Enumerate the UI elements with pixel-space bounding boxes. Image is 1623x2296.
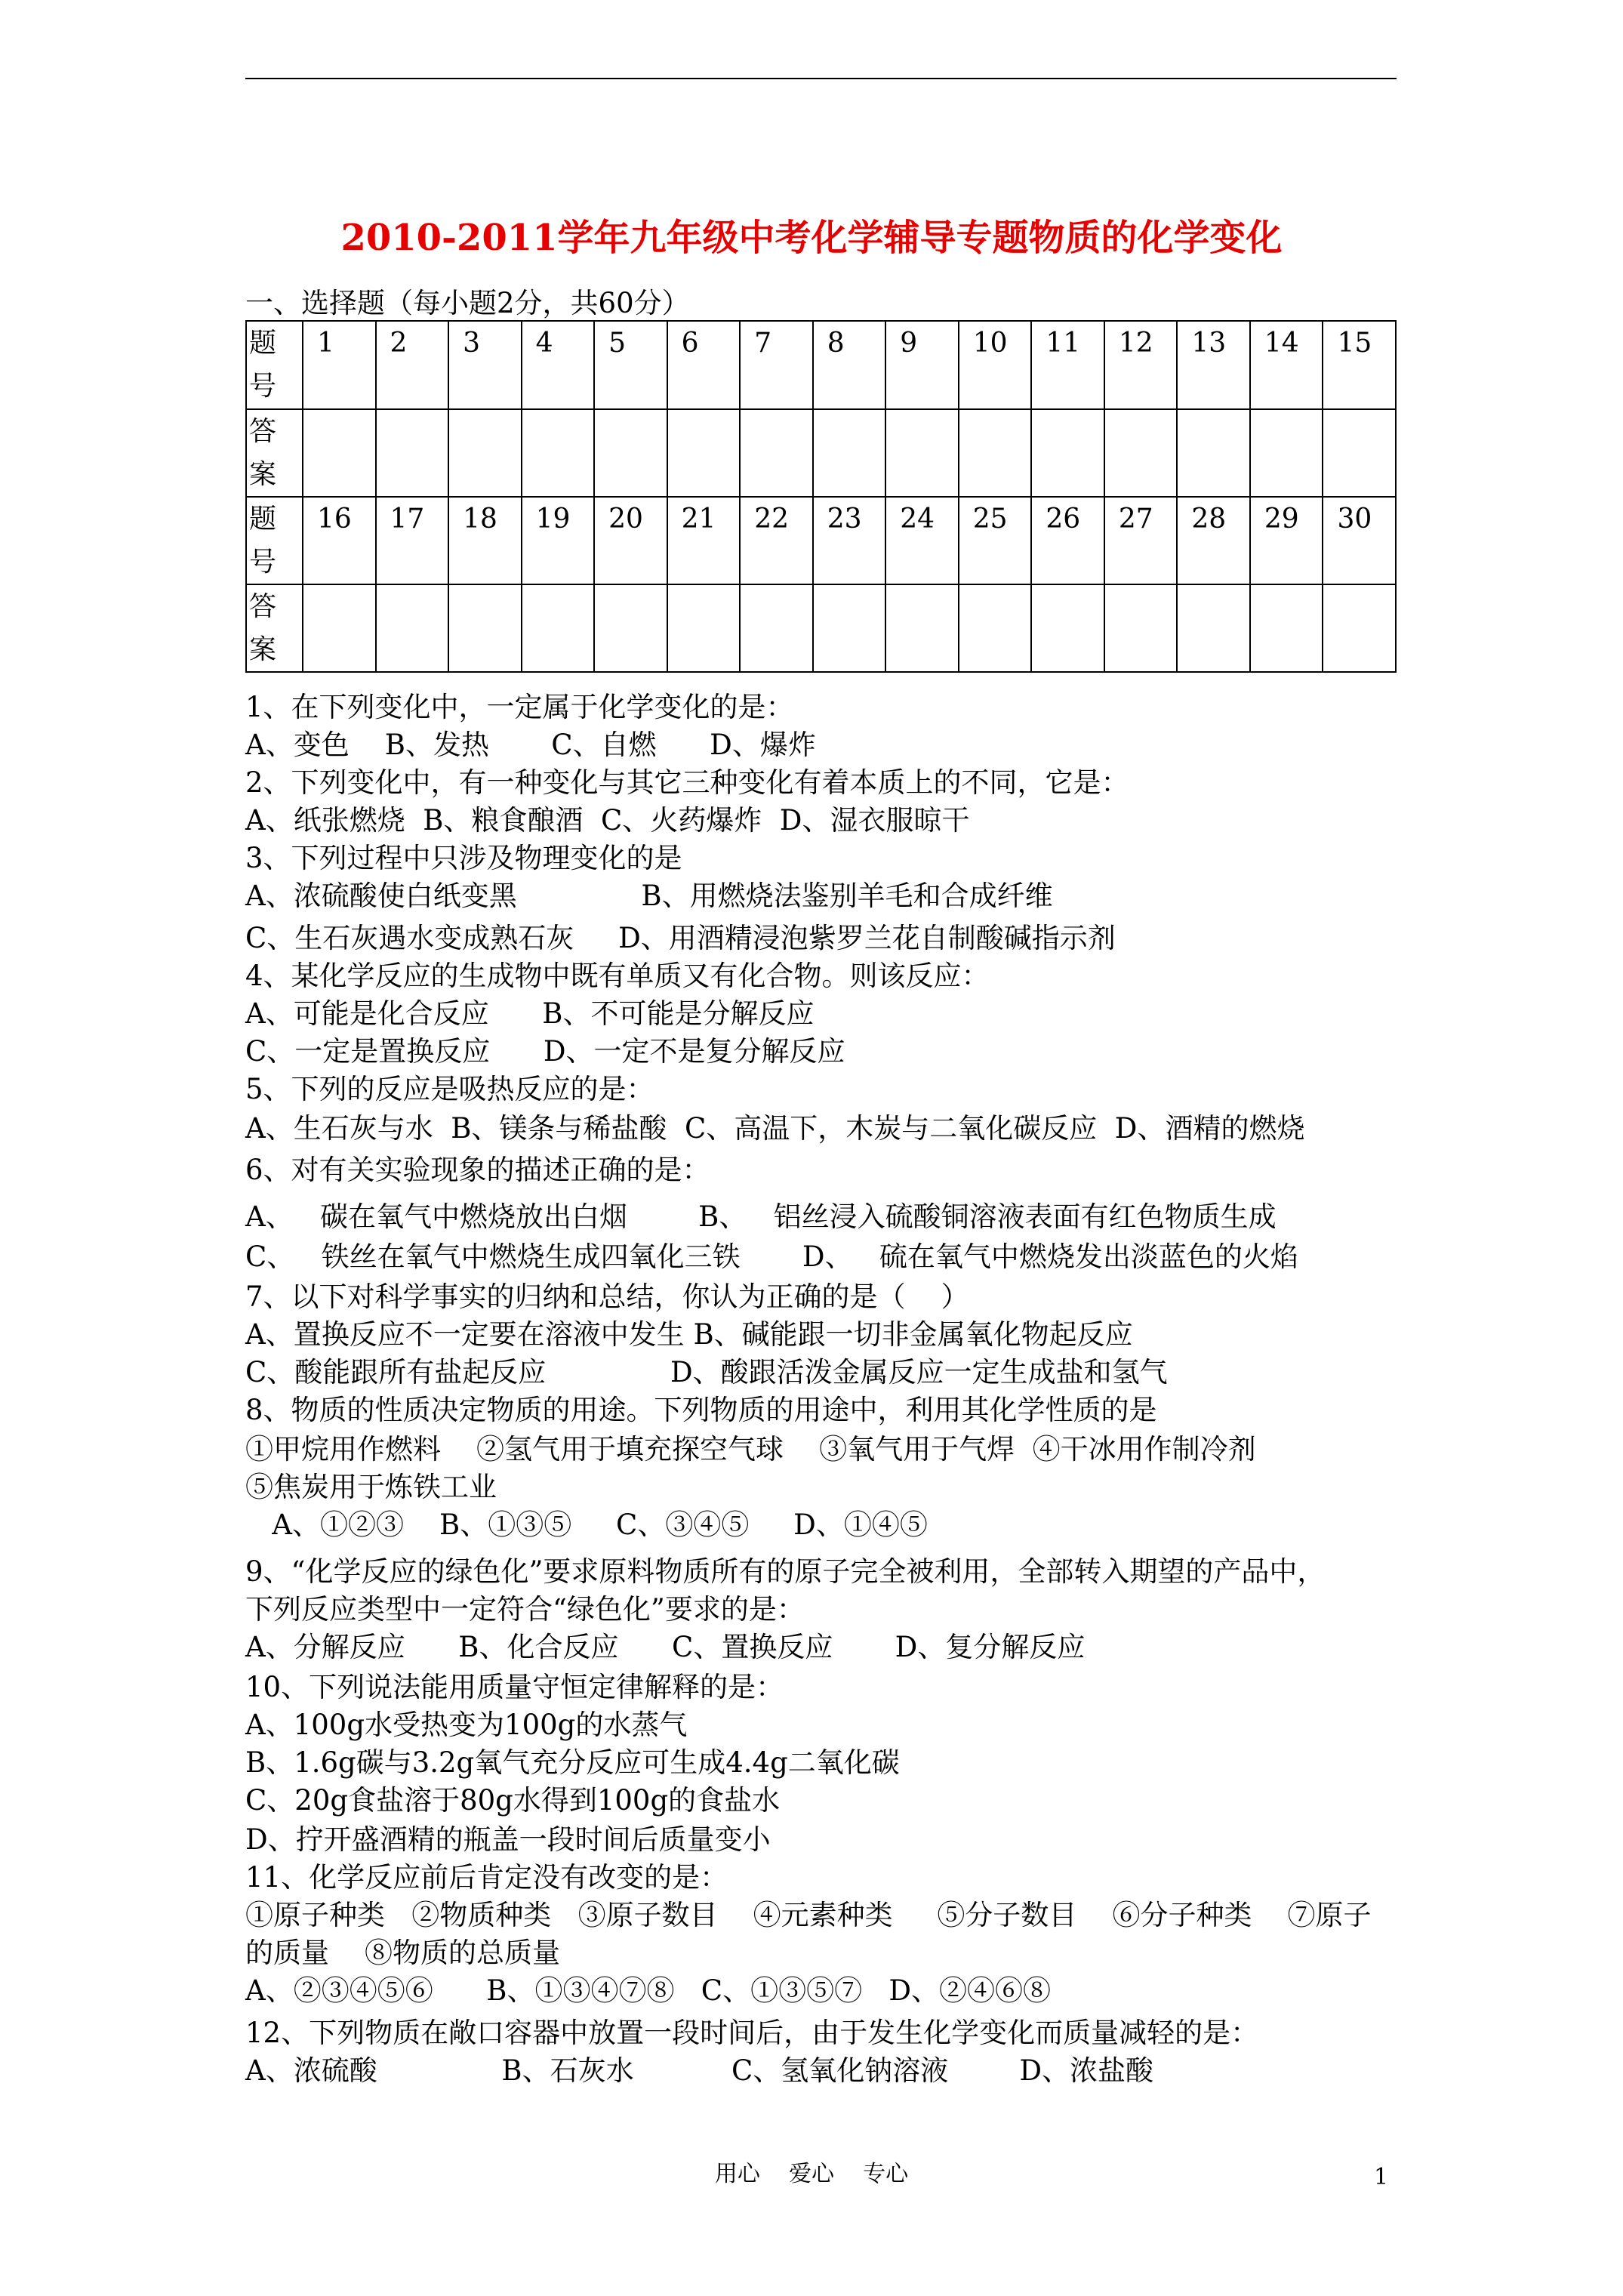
question-line: 6、对有关实验现象的描述正确的是：	[245, 1154, 710, 1186]
question-line: A、浓硫酸使白纸变黑 B、用燃烧法鉴别羊毛和合成纤维	[245, 880, 1053, 912]
question-number-cell: 5	[594, 321, 667, 409]
question-number-cell: 16	[303, 497, 376, 584]
question-number-cell: 30	[1323, 497, 1396, 584]
grid-row	[246, 584, 1396, 672]
answer-cell	[885, 584, 959, 672]
question-line: 5、下列的反应是吸热反应的是：	[245, 1073, 654, 1105]
question-line: 2、下列变化中，有一种变化与其它三种变化有着本质上的不同，它是：	[245, 766, 1129, 799]
answer-cell	[1104, 409, 1178, 497]
answer-cell	[885, 409, 959, 497]
section-heading: 一、选择题（每小题2分，共60分）	[245, 287, 690, 319]
question-number-cell: 8	[813, 321, 886, 409]
answer-cell	[594, 409, 667, 497]
question-line: C、20g食盐溶于80g水得到100g的食盐水	[245, 1784, 781, 1817]
question-number-cell: 18	[448, 497, 522, 584]
question-number-cell: 13	[1177, 321, 1250, 409]
answer-cell	[1323, 584, 1396, 672]
question-number-cell: 3	[448, 321, 522, 409]
answer-cell	[813, 584, 886, 672]
grid-row-label: 答 案	[246, 584, 303, 672]
question-number-cell: 11	[1031, 321, 1104, 409]
answer-cell	[1031, 584, 1104, 672]
question-number-cell: 21	[667, 497, 741, 584]
question-line: A、 碳在氧气中燃烧放出白烟 B、 铝丝浸入硫酸铜溶液表面有红色物质生成	[245, 1200, 1277, 1233]
question-line: A、纸张燃烧 B、粮食酿酒 C、火药爆炸 D、湿衣服晾干	[245, 804, 970, 837]
answer-cell	[667, 584, 741, 672]
question-line: A、可能是化合反应 B、不可能是分解反应	[245, 997, 815, 1030]
question-line: ①甲烷用作燃料 ②氢气用于填充探空气球 ③氧气用于气焊 ④干冰用作制冷剂	[245, 1433, 1256, 1465]
grid-row-label: 题 号	[246, 497, 303, 584]
question-line: D、拧开盛酒精的瓶盖一段时间后质量变小	[245, 1823, 771, 1856]
grid-row	[246, 497, 1396, 584]
question-line: A、分解反应 B、化合反应 C、置换反应 D、复分解反应	[245, 1631, 1086, 1663]
answer-cell	[376, 584, 449, 672]
answer-cell	[522, 584, 595, 672]
question-line: 10、下列说法能用质量守恒定律解释的是：	[245, 1671, 784, 1703]
answer-cell	[740, 584, 813, 672]
header-rule	[245, 78, 1397, 79]
grid-row	[246, 409, 1396, 497]
grid-row	[246, 321, 1396, 409]
footer: 用心 爱心 专心	[714, 2161, 909, 2187]
question-line: ⑤焦炭用于炼铁工业	[245, 1471, 497, 1503]
question-number-cell: 6	[667, 321, 741, 409]
question-number-cell: 24	[885, 497, 959, 584]
question-line: 下列反应类型中一定符合“绿色化”要求的是：	[245, 1593, 805, 1626]
question-line: C、一定是置换反应 D、一定不是复分解反应	[245, 1035, 845, 1068]
question-line: A、②③④⑤⑥ B、①③④⑦⑧ C、①③⑤⑦ D、②④⑥⑧	[245, 1974, 1052, 2007]
question-number-cell: 26	[1031, 497, 1104, 584]
question-number-cell: 2	[376, 321, 449, 409]
question-number-cell: 4	[522, 321, 595, 409]
question-number-cell: 14	[1250, 321, 1323, 409]
question-number-cell: 15	[1323, 321, 1396, 409]
question-number-cell: 17	[376, 497, 449, 584]
grid-row-label: 题 号	[246, 321, 303, 409]
question-number-cell: 23	[813, 497, 886, 584]
answer-cell	[448, 584, 522, 672]
question-line: 8、物质的性质决定物质的用途。下列物质的用途中，利用其化学性质的是	[245, 1394, 1157, 1426]
answer-cell	[667, 409, 741, 497]
answer-cell	[376, 409, 449, 497]
question-line: A、100g水受热变为100g的水蒸气	[245, 1709, 688, 1741]
question-number-cell: 25	[959, 497, 1032, 584]
question-number-cell: 29	[1250, 497, 1323, 584]
question-line: 3、下列过程中只涉及物理变化的是	[245, 842, 682, 874]
question-line: 7、以下对科学事实的归纳和总结，你认为正确的是（ ）	[245, 1281, 969, 1313]
question-line: ①原子种类 ②物质种类 ③原子数目 ④元素种类 ⑤分子数目 ⑥分子种类 ⑦原子	[245, 1899, 1372, 1931]
question-line: A、①②③ B、①③⑤ C、③④⑤ D、①④⑤	[245, 1509, 928, 1541]
question-line: A、浓硫酸 B、石灰水 C、氢氧化钠溶液 D、浓盐酸	[245, 2054, 1154, 2087]
question-line: C、酸能跟所有盐起反应 D、酸跟活泼金属反应一定生成盐和氢气	[245, 1356, 1168, 1388]
question-number-cell: 10	[959, 321, 1032, 409]
question-line: 的质量 ⑧物质的总质量	[245, 1937, 561, 1969]
question-line: 12、下列物质在敞口容器中放置一段时间后，由于发生化学变化而质量减轻的是：	[245, 2017, 1259, 2049]
answer-cell	[303, 409, 376, 497]
question-line: 9、“化学反应的绿色化”要求原料物质所有的原子完全被利用，全部转入期望的产品中，	[245, 1555, 1326, 1588]
question-line: 11、化学反应前后肯定没有改变的是：	[245, 1861, 728, 1894]
question-line: 4、某化学反应的生成物中既有单质又有化合物。则该反应：	[245, 960, 990, 992]
answer-cell	[1323, 409, 1396, 497]
answer-cell	[959, 584, 1032, 672]
answer-cell	[1250, 409, 1323, 497]
question-line: C、 铁丝在氧气中燃烧生成四氧化三铁 D、 硫在氧气中燃烧发出淡蓝色的火焰	[245, 1240, 1298, 1273]
question-number-cell: 28	[1177, 497, 1250, 584]
question-line: C、生石灰遇水变成熟石灰 D、用酒精浸泡紫罗兰花自制酸碱指示剂	[245, 922, 1116, 954]
question-line: B、1.6g碳与3.2g氧气充分反应可生成4.4g二氧化碳	[245, 1746, 900, 1779]
page-number: 1	[1374, 2164, 1389, 2190]
grid-row-label: 答 案	[246, 409, 303, 497]
question-number-cell: 9	[885, 321, 959, 409]
question-number-cell: 1	[303, 321, 376, 409]
page-title: 2010-2011学年九年级中考化学辅导专题物质的化学变化	[340, 217, 1283, 259]
answer-cell	[303, 584, 376, 672]
question-line: A、置换反应不一定要在溶液中发生 B、碱能跟一切非金属氧化物起反应	[245, 1318, 1133, 1351]
question-number-cell: 27	[1104, 497, 1178, 584]
question-line: 1、在下列变化中，一定属于化学变化的是：	[245, 691, 794, 723]
answer-cell	[740, 409, 813, 497]
answer-cell	[959, 409, 1032, 497]
question-number-cell: 22	[740, 497, 813, 584]
answer-cell	[448, 409, 522, 497]
question-line: A、生石灰与水 B、镁条与稀盐酸 C、高温下，木炭与二氧化碳反应 D、酒精的燃烧	[245, 1112, 1305, 1145]
answer-cell	[1250, 584, 1323, 672]
answer-cell	[1177, 584, 1250, 672]
answer-cell	[1031, 409, 1104, 497]
question-number-cell: 20	[594, 497, 667, 584]
answer-cell	[1104, 584, 1178, 672]
answer-cell	[813, 409, 886, 497]
question-number-cell: 19	[522, 497, 595, 584]
question-line: A、变色 B、发热 C、自燃 D、爆炸	[245, 729, 816, 761]
answer-cell	[1177, 409, 1250, 497]
answer-cell	[594, 584, 667, 672]
question-number-cell: 7	[740, 321, 813, 409]
answer-cell	[522, 409, 595, 497]
answer-grid	[245, 320, 1397, 673]
question-number-cell: 12	[1104, 321, 1178, 409]
